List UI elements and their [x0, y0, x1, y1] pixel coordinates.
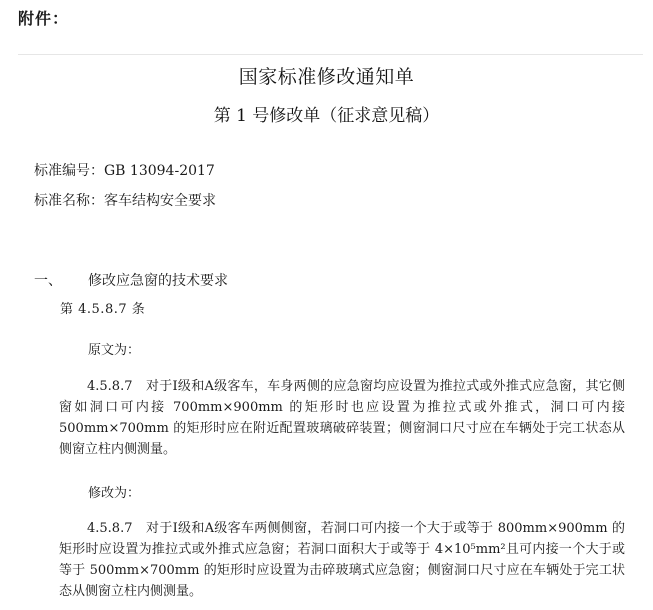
original-text-label: 原文为： — [88, 343, 141, 358]
clause-reference: 第 4.5.8.7 条 — [60, 302, 146, 317]
standard-name: 标准名称：客车结构安全要求 — [34, 193, 216, 209]
attachment-label: 附件： — [18, 9, 70, 28]
section-number: 一、 — [34, 273, 62, 289]
original-text-paragraph: 4.5.8.7 对于Ⅰ级和A级客车，车身两侧的应急窗均应设置为推拉式或外推式应急窗，其它侧窗如洞口可内接 700mm×900mm 的矩形时也应设置为推拉式或外推式，洞口可内接 500mm×700mm 的矩形时应在附近配置玻璃破碎装置；侧窗洞口尺寸应在车辆处于完工状态从侧窗立柱内侧测量。 — [59, 379, 625, 457]
section-title: 修改应急窗的技术要求 — [88, 273, 228, 289]
section-heading — [34, 270, 228, 290]
standard-number: 标准编号：GB 13094-2017 — [34, 163, 215, 179]
document-title: 国家标准修改通知单 — [238, 66, 415, 88]
modified-text-label: 修改为： — [88, 486, 141, 501]
header-divider — [18, 54, 643, 55]
document-subtitle: 第 1 号修改单（征求意见稿） — [213, 106, 440, 126]
modified-text-paragraph: 4.5.8.7 对于Ⅰ级和A级客车两侧侧窗，若洞口可内接一个大于或等于 800mm×900mm 的矩形时应设置为推拉式或外推式应急窗；若洞口面积大于或等于 4×10⁵mm²且可内接一个大于或等于 500mm×700mm 的矩形时应设置为击碎玻璃式应急窗；侧窗洞口尺寸应在车辆处于完工状态从侧窗立柱内侧测量。 — [59, 521, 625, 599]
